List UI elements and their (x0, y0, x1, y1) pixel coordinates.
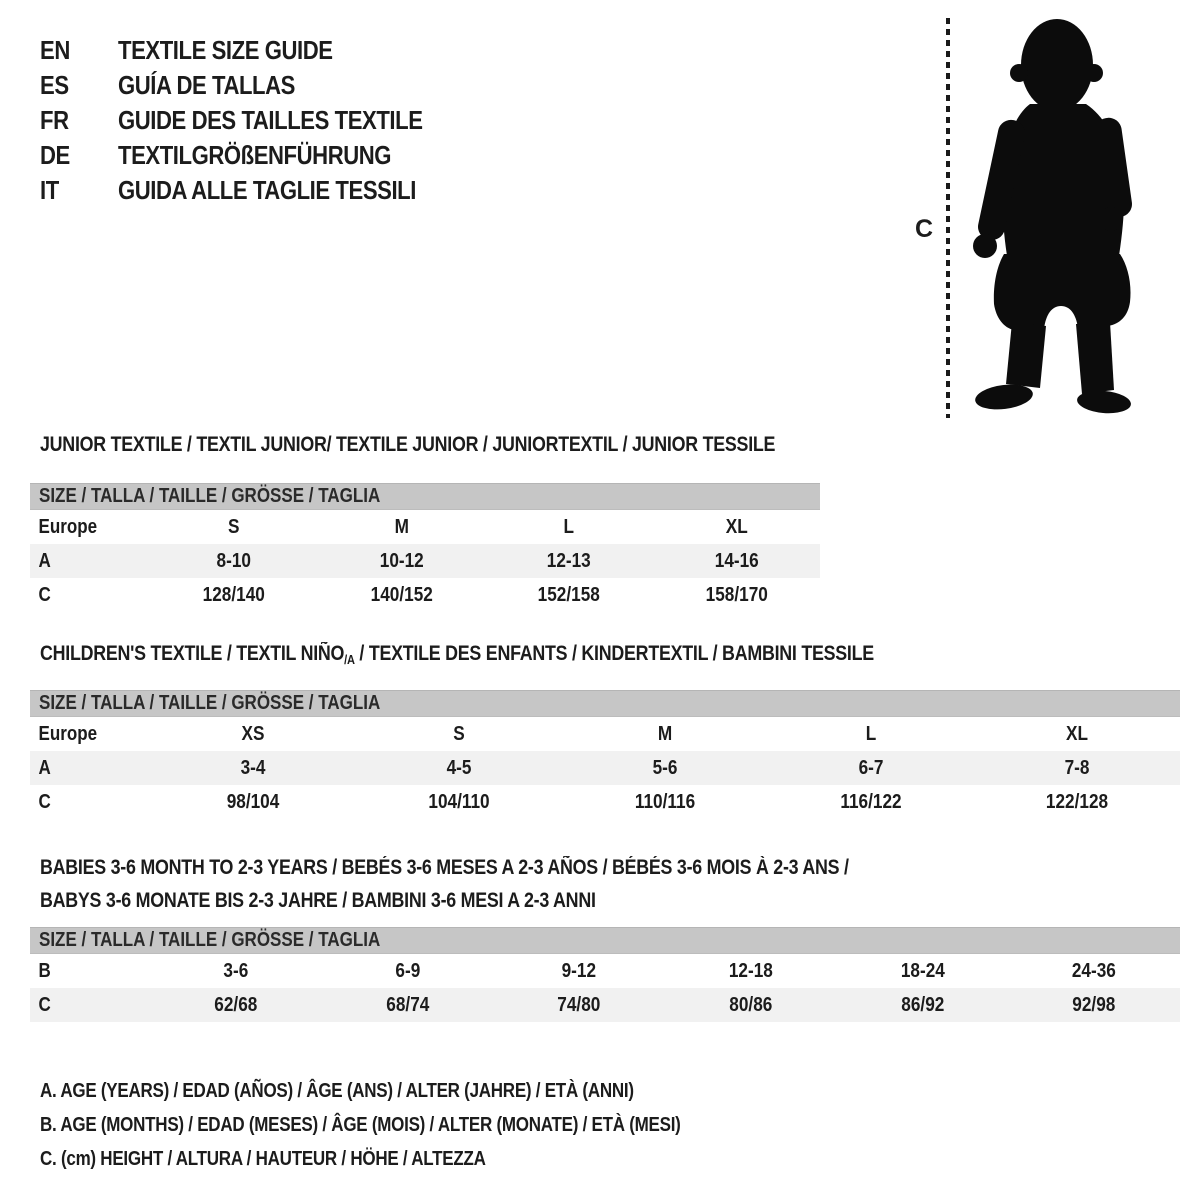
lang-code-en: EN (40, 35, 70, 65)
row-label: C (38, 993, 51, 1016)
lang-code-de: DE (40, 140, 70, 170)
row-label: A (38, 549, 51, 572)
lang-row-en (40, 33, 476, 68)
table-cell: S (228, 515, 240, 538)
table-cell: 122/128 (1045, 790, 1109, 813)
silhouette-right-leg (1076, 322, 1114, 394)
lang-row-fr (40, 103, 476, 138)
silhouette-head (1021, 19, 1093, 111)
size-header-label: SIZE / TALLA / TAILLE / GRÖSSE / TAGLIA (39, 485, 381, 507)
children-title-sub: /A (344, 652, 355, 667)
babies-title-line1: BABIES 3-6 MONTH TO 2-3 YEARS / BEBÉS 3-6 MESES A 2-3 AÑOS / BÉBÉS 3-6 MOIS À 2-3 ANS / (40, 856, 849, 879)
table-cell: 92/98 (1072, 993, 1116, 1016)
table-cell: 6-7 (858, 756, 884, 779)
junior-size-table (30, 483, 820, 612)
table-cell: 6-9 (395, 959, 420, 982)
table-cell: 128/140 (202, 583, 265, 606)
table-cell: 98/104 (226, 790, 280, 813)
table-cell: 140/152 (370, 583, 433, 606)
table-cell: 18-24 (900, 959, 945, 982)
legend-text-c: C. (cm) HEIGHT / ALTURA / HAUTEUR / HÖHE / ALTEZZA (40, 1147, 486, 1170)
legend (40, 1074, 794, 1176)
junior-section-title: JUNIOR TEXTILE / TEXTIL JUNIOR/ TEXTILE JUNIOR / JUNIORTEXTIL / JUNIOR TESSILE (40, 433, 776, 456)
size-header-label: SIZE / TALLA / TAILLE / GRÖSSE / TAGLIA (39, 692, 381, 714)
legend-line-a (40, 1074, 794, 1108)
legend-text-a: A. AGE (YEARS) / EDAD (AÑOS) / ÂGE (ANS) / ALTER (JAHRE) / ETÀ (ANNI) (40, 1079, 634, 1102)
table-cell: 7-8 (1064, 756, 1090, 779)
babies-size-table (30, 927, 1180, 1022)
table-cell: 110/116 (634, 790, 696, 813)
row-label: C (38, 790, 51, 813)
table-cell: 9-12 (561, 959, 597, 982)
lang-code-es: ES (40, 70, 69, 100)
toddler-silhouette-icon (964, 16, 1136, 416)
legend-text-b: B. AGE (MONTHS) / EDAD (MESES) / ÂGE (MOIS) / ALTER (MONATE) / ETÀ (MESI) (40, 1113, 681, 1136)
junior-age-row (30, 544, 820, 578)
table-cell: 4-5 (446, 756, 472, 779)
table-cell: XS (241, 722, 265, 745)
table-cell: 5-6 (652, 756, 678, 779)
silhouette-left-ear (1010, 64, 1028, 82)
table-cell: 116/122 (840, 790, 902, 813)
row-label: A (38, 756, 51, 779)
lang-title-en: TEXTILE SIZE GUIDE (118, 35, 333, 65)
silhouette-right-ear (1085, 64, 1103, 82)
lang-code-it: IT (40, 175, 59, 205)
table-cell: 158/170 (705, 583, 768, 606)
children-height-row (30, 785, 1180, 819)
lang-row-it (40, 173, 476, 208)
babies-months-row (30, 954, 1180, 988)
table-cell: L (865, 722, 877, 745)
babies-title-line2: BABYS 3-6 MONATE BIS 2-3 JAHRE / BAMBINI 3-6 MESI A 2-3 ANNI (40, 889, 596, 912)
size-header-label: SIZE / TALLA / TAILLE / GRÖSSE / TAGLIA (39, 929, 381, 951)
babies-size-header-row (30, 927, 1180, 954)
table-cell: 24-36 (1072, 959, 1117, 982)
children-title-suffix: / TEXTILE DES ENFANTS / KINDERTEXTIL / BAMBINI TESSILE (354, 642, 874, 665)
lang-code-fr: FR (40, 105, 69, 135)
table-cell: L (563, 515, 575, 538)
table-cell: 3-4 (240, 756, 266, 779)
row-label: B (38, 959, 51, 982)
legend-line-b (40, 1108, 794, 1142)
table-cell: 10-12 (379, 549, 424, 572)
lang-row-de (40, 138, 476, 173)
table-cell: 152/158 (537, 583, 600, 606)
table-cell: XL (1066, 722, 1088, 745)
children-title-prefix: CHILDREN'S TEXTILE / TEXTIL NIÑO (40, 642, 345, 665)
table-cell: 8-10 (216, 549, 251, 572)
lang-title-de: TEXTILGRÖßENFÜHRUNG (118, 140, 392, 170)
table-cell: 86/92 (900, 993, 945, 1016)
row-label: C (38, 583, 51, 606)
children-size-header-row (30, 690, 1180, 717)
table-cell: 68/74 (385, 993, 430, 1016)
silhouette-shorts (994, 254, 1131, 330)
lang-title-fr: GUIDE DES TAILLES TEXTILE (118, 105, 423, 135)
table-cell: 104/110 (428, 790, 490, 813)
table-cell: M (657, 722, 673, 745)
table-cell: S (453, 722, 465, 745)
silhouette-left-leg (1006, 322, 1046, 388)
table-cell: 74/80 (557, 993, 601, 1016)
height-measure-dashed-line (946, 18, 950, 418)
children-europe-row (30, 717, 1180, 751)
children-section-title (40, 642, 874, 672)
table-cell: 62/68 (214, 993, 258, 1016)
junior-size-header-row (30, 483, 820, 510)
lang-row-es (40, 68, 476, 103)
children-size-table (30, 690, 1180, 819)
table-cell: 12-18 (728, 959, 773, 982)
row-label: Europe (38, 515, 98, 538)
children-age-row (30, 751, 1180, 785)
table-cell: XL (725, 515, 748, 538)
table-cell: 80/86 (729, 993, 773, 1016)
table-cell: M (394, 515, 409, 538)
height-marker-label: C (914, 215, 934, 243)
lang-title-es: GUÍA DE TALLAS (118, 70, 295, 100)
junior-height-row (30, 578, 820, 612)
babies-section-title (40, 851, 991, 917)
table-cell: 3-6 (223, 959, 249, 982)
table-cell: 14-16 (714, 549, 759, 572)
silhouette-right-hand (1099, 207, 1123, 231)
silhouette-left-hand (973, 234, 997, 258)
language-title-list (40, 33, 476, 208)
row-label: Europe (38, 722, 98, 745)
table-cell: 12-13 (546, 549, 591, 572)
babies-height-row (30, 988, 1180, 1022)
legend-line-c (40, 1142, 794, 1176)
lang-title-it: GUIDA ALLE TAGLIE TESSILI (118, 175, 416, 205)
junior-europe-row (30, 510, 820, 544)
